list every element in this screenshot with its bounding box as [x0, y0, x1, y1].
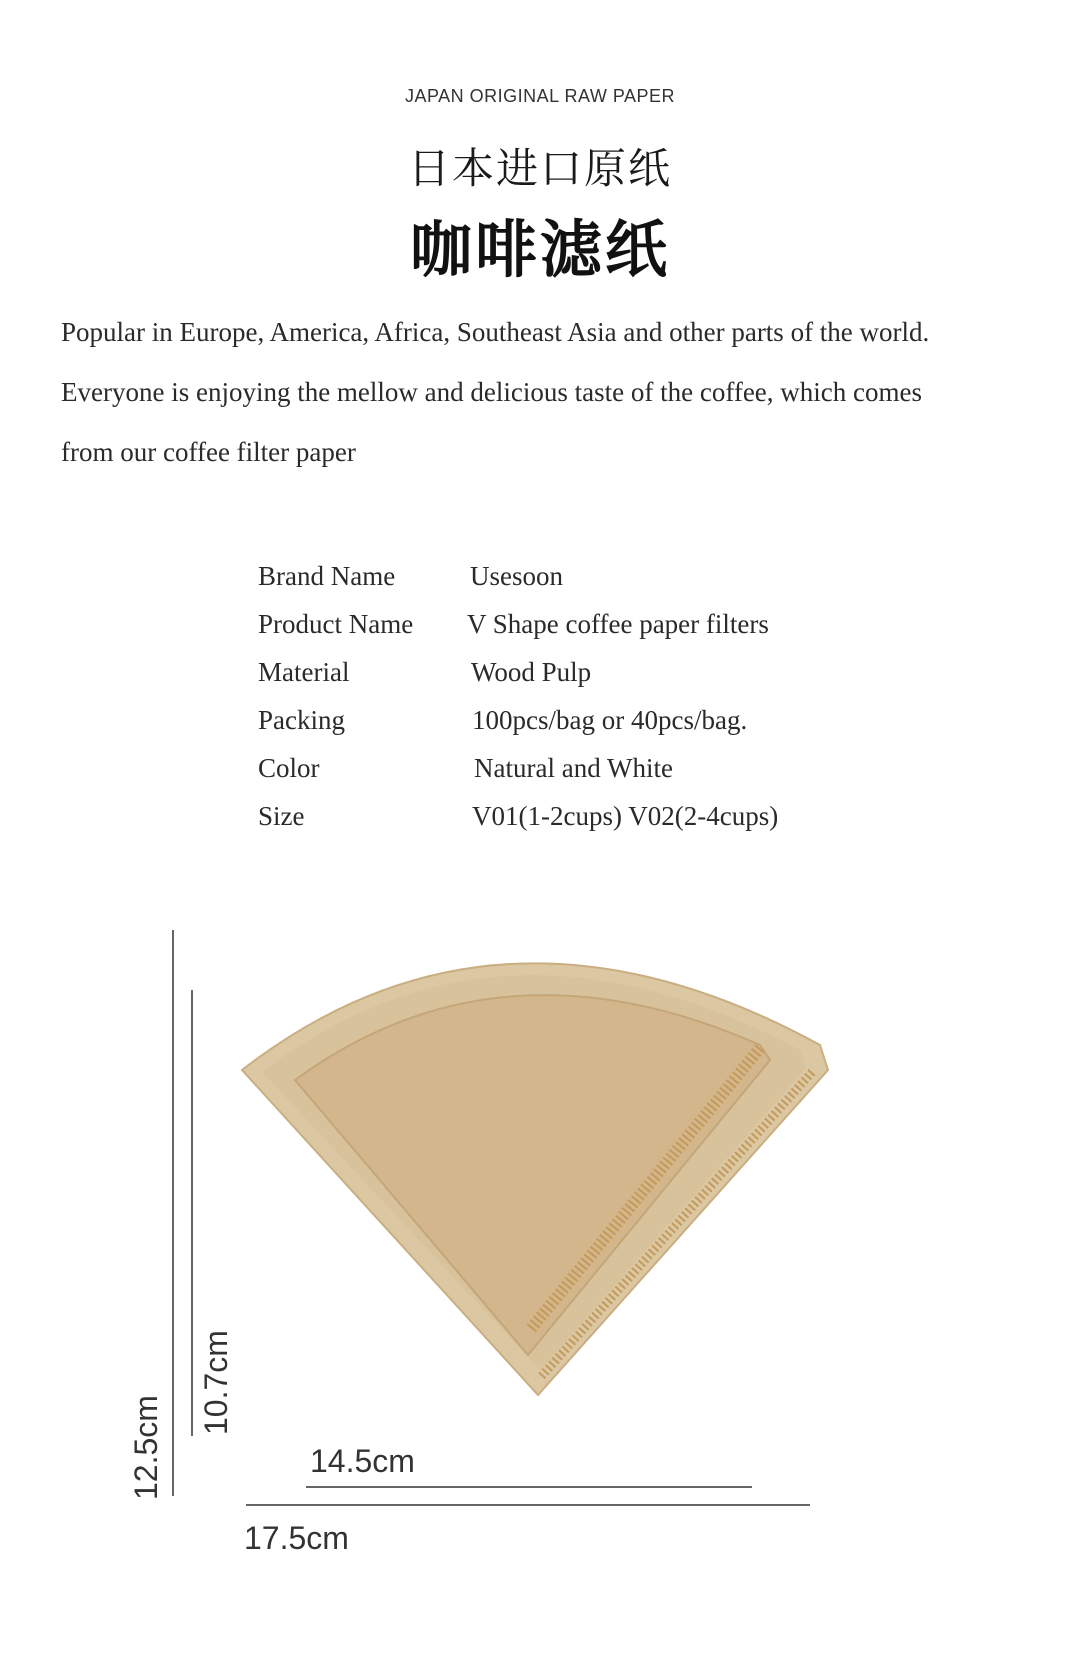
spec-label: Size: [258, 801, 305, 831]
title-cn-line1: 日本进口原纸: [407, 144, 672, 193]
intro-line: Popular in Europe, America, Africa, Southeast Asia and other parts of the world.: [61, 317, 930, 347]
title-cn-line2: 咖啡滤纸: [409, 213, 670, 286]
intro-paragraph: [61, 302, 1041, 482]
spec-label: Color: [258, 753, 320, 783]
spec-row-packing: [258, 696, 898, 744]
spec-label: Material: [258, 657, 350, 687]
spec-value: Usesoon: [470, 561, 563, 591]
spec-table: [258, 552, 898, 840]
subtitle-en: JAPAN ORIGINAL RAW PAPER: [404, 86, 676, 106]
spec-value: Natural and White: [474, 753, 673, 783]
spec-value: 100pcs/bag or 40pcs/bag.: [472, 705, 748, 735]
spec-value: V Shape coffee paper filters: [467, 609, 769, 639]
spec-value: Wood Pulp: [471, 657, 592, 687]
filter-size-diagram: [0, 900, 1080, 1600]
spec-row-product: [258, 600, 898, 648]
spec-label: Brand Name: [258, 561, 396, 591]
spec-label: Product Name: [258, 609, 414, 639]
outer-height-label: 12.5cm: [128, 1395, 164, 1500]
spec-row-color: [258, 744, 898, 792]
inner-height-label: 10.7cm: [198, 1330, 234, 1435]
spec-value: V01(1-2cups) V02(2-4cups): [472, 801, 779, 831]
spec-row-size: [258, 792, 898, 840]
spec-label: Packing: [258, 705, 345, 735]
intro-line: from our coffee filter paper: [61, 437, 356, 467]
inner-width-label: 14.5cm: [310, 1443, 415, 1479]
spec-row-brand: [258, 552, 898, 600]
intro-line: Everyone is enjoying the mellow and delicious taste of the coffee, which comes: [61, 377, 922, 407]
spec-row-material: [258, 648, 898, 696]
outer-width-label: 17.5cm: [244, 1520, 349, 1556]
